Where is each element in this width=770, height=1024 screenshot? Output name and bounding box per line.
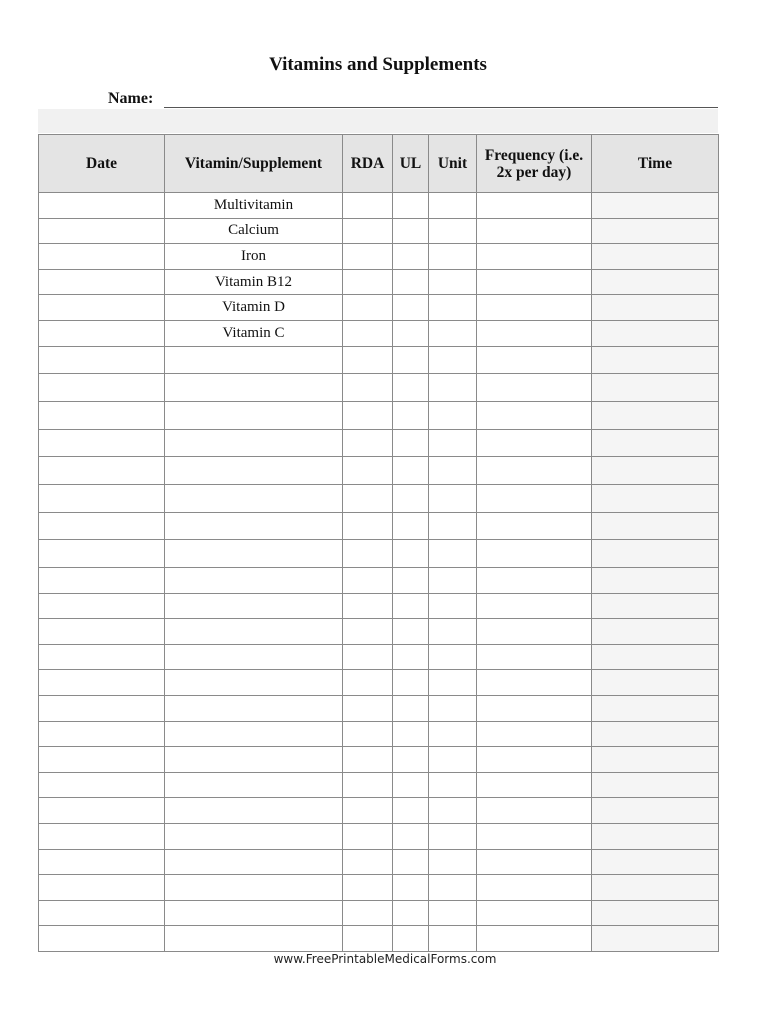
cell-rda[interactable] bbox=[343, 670, 393, 696]
table-row bbox=[39, 346, 719, 374]
table-body bbox=[39, 193, 719, 952]
cell-date[interactable] bbox=[39, 824, 165, 850]
cell-ul[interactable] bbox=[393, 619, 429, 645]
header-date: Date bbox=[39, 135, 165, 193]
cell-time[interactable] bbox=[592, 644, 719, 670]
table-row bbox=[39, 798, 719, 824]
cell-vitamin[interactable]: Vitamin C bbox=[165, 320, 343, 346]
cell-ul[interactable] bbox=[393, 218, 429, 244]
cell-date[interactable] bbox=[39, 593, 165, 619]
cell-ul[interactable] bbox=[393, 772, 429, 798]
cell-vitamin[interactable]: Calcium bbox=[165, 218, 343, 244]
cell-frequency[interactable] bbox=[477, 644, 592, 670]
header-band bbox=[38, 109, 718, 133]
cell-unit[interactable] bbox=[429, 644, 477, 670]
cell-unit[interactable] bbox=[429, 593, 477, 619]
table-row bbox=[39, 374, 719, 402]
page-title: Vitamins and Supplements bbox=[269, 54, 487, 75]
header-rda: RDA bbox=[343, 135, 393, 193]
cell-time[interactable] bbox=[592, 568, 719, 594]
table-row bbox=[39, 721, 719, 747]
cell-frequency[interactable] bbox=[477, 926, 592, 952]
cell-unit[interactable] bbox=[429, 875, 477, 901]
table-row bbox=[39, 429, 719, 457]
cell-rda[interactable] bbox=[343, 593, 393, 619]
cell-frequency[interactable] bbox=[477, 320, 592, 346]
table-row bbox=[39, 193, 719, 219]
table-row bbox=[39, 295, 719, 321]
cell-unit[interactable] bbox=[429, 540, 477, 568]
cell-frequency[interactable] bbox=[477, 457, 592, 485]
table-row bbox=[39, 875, 719, 901]
cell-date[interactable] bbox=[39, 540, 165, 568]
cell-rda[interactable] bbox=[343, 772, 393, 798]
cell-vitamin[interactable] bbox=[165, 429, 343, 457]
cell-date[interactable] bbox=[39, 485, 165, 513]
cell-unit[interactable] bbox=[429, 295, 477, 321]
cell-vitamin[interactable] bbox=[165, 875, 343, 901]
cell-time[interactable] bbox=[592, 485, 719, 513]
cell-frequency[interactable] bbox=[477, 849, 592, 875]
header-unit: Unit bbox=[429, 135, 477, 193]
table-row bbox=[39, 540, 719, 568]
cell-time[interactable] bbox=[592, 429, 719, 457]
cell-date[interactable] bbox=[39, 696, 165, 722]
cell-time[interactable] bbox=[592, 670, 719, 696]
cell-ul[interactable] bbox=[393, 429, 429, 457]
cell-vitamin[interactable] bbox=[165, 824, 343, 850]
table-row bbox=[39, 644, 719, 670]
cell-unit[interactable] bbox=[429, 568, 477, 594]
cell-vitamin[interactable] bbox=[165, 900, 343, 926]
cell-frequency[interactable] bbox=[477, 824, 592, 850]
cell-ul[interactable] bbox=[393, 670, 429, 696]
cell-vitamin[interactable] bbox=[165, 798, 343, 824]
cell-rda[interactable] bbox=[343, 540, 393, 568]
table-row bbox=[39, 269, 719, 295]
cell-date[interactable] bbox=[39, 295, 165, 321]
cell-rda[interactable] bbox=[343, 244, 393, 270]
cell-ul[interactable] bbox=[393, 875, 429, 901]
cell-ul[interactable] bbox=[393, 193, 429, 219]
cell-date[interactable] bbox=[39, 374, 165, 402]
cell-date[interactable] bbox=[39, 457, 165, 485]
cell-time[interactable] bbox=[592, 593, 719, 619]
cell-time[interactable] bbox=[592, 295, 719, 321]
name-field[interactable] bbox=[164, 107, 718, 108]
table-row bbox=[39, 457, 719, 485]
cell-rda[interactable] bbox=[343, 644, 393, 670]
cell-time[interactable] bbox=[592, 401, 719, 429]
cell-date[interactable] bbox=[39, 644, 165, 670]
cell-vitamin[interactable]: Vitamin D bbox=[165, 295, 343, 321]
cell-rda[interactable] bbox=[343, 926, 393, 952]
table-row bbox=[39, 401, 719, 429]
cell-ul[interactable] bbox=[393, 747, 429, 773]
cell-ul[interactable] bbox=[393, 401, 429, 429]
cell-ul[interactable] bbox=[393, 320, 429, 346]
cell-vitamin[interactable]: Multivitamin bbox=[165, 193, 343, 219]
cell-vitamin[interactable] bbox=[165, 540, 343, 568]
cell-ul[interactable] bbox=[393, 540, 429, 568]
header-time: Time bbox=[592, 135, 719, 193]
table-row bbox=[39, 593, 719, 619]
cell-ul[interactable] bbox=[393, 696, 429, 722]
cell-time[interactable] bbox=[592, 374, 719, 402]
cell-unit[interactable] bbox=[429, 824, 477, 850]
cell-time[interactable] bbox=[592, 346, 719, 374]
cell-rda[interactable] bbox=[343, 218, 393, 244]
cell-unit[interactable] bbox=[429, 619, 477, 645]
cell-frequency[interactable] bbox=[477, 900, 592, 926]
cell-date[interactable] bbox=[39, 875, 165, 901]
cell-rda[interactable] bbox=[343, 346, 393, 374]
cell-unit[interactable] bbox=[429, 696, 477, 722]
cell-ul[interactable] bbox=[393, 346, 429, 374]
cell-rda[interactable] bbox=[343, 798, 393, 824]
table-row bbox=[39, 926, 719, 952]
cell-date[interactable] bbox=[39, 670, 165, 696]
cell-vitamin[interactable]: Iron bbox=[165, 244, 343, 270]
cell-ul[interactable] bbox=[393, 457, 429, 485]
cell-time[interactable] bbox=[592, 218, 719, 244]
cell-rda[interactable] bbox=[343, 485, 393, 513]
cell-vitamin[interactable] bbox=[165, 772, 343, 798]
cell-ul[interactable] bbox=[393, 644, 429, 670]
supplement-log-table bbox=[38, 134, 719, 952]
cell-unit[interactable] bbox=[429, 244, 477, 270]
header-vitamin: Vitamin/Supplement bbox=[165, 135, 343, 193]
cell-time[interactable] bbox=[592, 193, 719, 219]
table-row bbox=[39, 568, 719, 594]
cell-date[interactable] bbox=[39, 244, 165, 270]
cell-vitamin[interactable] bbox=[165, 374, 343, 402]
cell-unit[interactable] bbox=[429, 401, 477, 429]
cell-vitamin[interactable] bbox=[165, 346, 343, 374]
cell-rda[interactable] bbox=[343, 619, 393, 645]
table-row bbox=[39, 849, 719, 875]
table-row bbox=[39, 900, 719, 926]
cell-date[interactable] bbox=[39, 429, 165, 457]
cell-rda[interactable] bbox=[343, 295, 393, 321]
cell-vitamin[interactable] bbox=[165, 568, 343, 594]
cell-vitamin[interactable] bbox=[165, 512, 343, 540]
cell-ul[interactable] bbox=[393, 374, 429, 402]
cell-date[interactable] bbox=[39, 568, 165, 594]
cell-ul[interactable] bbox=[393, 295, 429, 321]
cell-vitamin[interactable] bbox=[165, 593, 343, 619]
cell-time[interactable] bbox=[592, 696, 719, 722]
cell-ul[interactable] bbox=[393, 798, 429, 824]
table-row bbox=[39, 512, 719, 540]
cell-unit[interactable] bbox=[429, 747, 477, 773]
cell-rda[interactable] bbox=[343, 374, 393, 402]
cell-vitamin[interactable] bbox=[165, 721, 343, 747]
cell-frequency[interactable] bbox=[477, 747, 592, 773]
cell-frequency[interactable] bbox=[477, 875, 592, 901]
cell-date[interactable] bbox=[39, 218, 165, 244]
cell-unit[interactable] bbox=[429, 429, 477, 457]
cell-rda[interactable] bbox=[343, 747, 393, 773]
cell-frequency[interactable] bbox=[477, 401, 592, 429]
cell-rda[interactable] bbox=[343, 824, 393, 850]
cell-frequency[interactable] bbox=[477, 193, 592, 219]
header-frequency: Frequency (i.e. 2x per day) bbox=[477, 135, 592, 193]
cell-time[interactable] bbox=[592, 875, 719, 901]
cell-date[interactable] bbox=[39, 269, 165, 295]
cell-time[interactable] bbox=[592, 269, 719, 295]
footer-url: www.FreePrintableMedicalForms.com bbox=[273, 952, 497, 966]
cell-time[interactable] bbox=[592, 798, 719, 824]
cell-date[interactable] bbox=[39, 772, 165, 798]
cell-frequency[interactable] bbox=[477, 540, 592, 568]
cell-date[interactable] bbox=[39, 320, 165, 346]
name-row bbox=[108, 90, 718, 110]
cell-ul[interactable] bbox=[393, 568, 429, 594]
cell-unit[interactable] bbox=[429, 346, 477, 374]
cell-vitamin[interactable] bbox=[165, 696, 343, 722]
cell-date[interactable] bbox=[39, 926, 165, 952]
cell-rda[interactable] bbox=[343, 849, 393, 875]
cell-date[interactable] bbox=[39, 849, 165, 875]
cell-ul[interactable] bbox=[393, 512, 429, 540]
cell-vitamin[interactable] bbox=[165, 485, 343, 513]
table-row bbox=[39, 772, 719, 798]
cell-frequency[interactable] bbox=[477, 429, 592, 457]
cell-time[interactable] bbox=[592, 540, 719, 568]
cell-frequency[interactable] bbox=[477, 670, 592, 696]
table-header-row bbox=[39, 135, 719, 193]
name-label: Name: bbox=[108, 90, 154, 107]
cell-frequency[interactable] bbox=[477, 619, 592, 645]
cell-unit[interactable] bbox=[429, 670, 477, 696]
table-row bbox=[39, 218, 719, 244]
cell-ul[interactable] bbox=[393, 721, 429, 747]
cell-unit[interactable] bbox=[429, 721, 477, 747]
table-row bbox=[39, 824, 719, 850]
cell-unit[interactable] bbox=[429, 485, 477, 513]
cell-rda[interactable] bbox=[343, 512, 393, 540]
cell-vitamin[interactable] bbox=[165, 747, 343, 773]
cell-vitamin[interactable] bbox=[165, 670, 343, 696]
cell-rda[interactable] bbox=[343, 721, 393, 747]
cell-date[interactable] bbox=[39, 747, 165, 773]
cell-vitamin[interactable] bbox=[165, 619, 343, 645]
cell-frequency[interactable] bbox=[477, 593, 592, 619]
cell-date[interactable] bbox=[39, 798, 165, 824]
cell-time[interactable] bbox=[592, 244, 719, 270]
cell-unit[interactable] bbox=[429, 926, 477, 952]
cell-rda[interactable] bbox=[343, 457, 393, 485]
cell-vitamin[interactable] bbox=[165, 644, 343, 670]
cell-rda[interactable] bbox=[343, 900, 393, 926]
cell-rda[interactable] bbox=[343, 568, 393, 594]
cell-time[interactable] bbox=[592, 457, 719, 485]
cell-frequency[interactable] bbox=[477, 798, 592, 824]
table-row bbox=[39, 670, 719, 696]
cell-unit[interactable] bbox=[429, 218, 477, 244]
cell-rda[interactable] bbox=[343, 696, 393, 722]
cell-unit[interactable] bbox=[429, 374, 477, 402]
cell-frequency[interactable] bbox=[477, 269, 592, 295]
cell-frequency[interactable] bbox=[477, 568, 592, 594]
cell-unit[interactable] bbox=[429, 900, 477, 926]
cell-unit[interactable] bbox=[429, 798, 477, 824]
cell-rda[interactable] bbox=[343, 429, 393, 457]
cell-vitamin[interactable] bbox=[165, 926, 343, 952]
cell-frequency[interactable] bbox=[477, 346, 592, 374]
table-row bbox=[39, 696, 719, 722]
cell-time[interactable] bbox=[592, 849, 719, 875]
cell-unit[interactable] bbox=[429, 269, 477, 295]
cell-time[interactable] bbox=[592, 824, 719, 850]
cell-time[interactable] bbox=[592, 926, 719, 952]
cell-time[interactable] bbox=[592, 512, 719, 540]
cell-frequency[interactable] bbox=[477, 485, 592, 513]
cell-frequency[interactable] bbox=[477, 512, 592, 540]
cell-rda[interactable] bbox=[343, 320, 393, 346]
cell-ul[interactable] bbox=[393, 824, 429, 850]
cell-rda[interactable] bbox=[343, 401, 393, 429]
cell-vitamin[interactable]: Vitamin B12 bbox=[165, 269, 343, 295]
cell-time[interactable] bbox=[592, 619, 719, 645]
cell-unit[interactable] bbox=[429, 849, 477, 875]
cell-frequency[interactable] bbox=[477, 772, 592, 798]
cell-unit[interactable] bbox=[429, 320, 477, 346]
cell-frequency[interactable] bbox=[477, 374, 592, 402]
cell-rda[interactable] bbox=[343, 193, 393, 219]
cell-time[interactable] bbox=[592, 772, 719, 798]
cell-date[interactable] bbox=[39, 900, 165, 926]
cell-unit[interactable] bbox=[429, 457, 477, 485]
cell-unit[interactable] bbox=[429, 772, 477, 798]
table-row bbox=[39, 619, 719, 645]
cell-date[interactable] bbox=[39, 193, 165, 219]
table-row bbox=[39, 485, 719, 513]
cell-frequency[interactable] bbox=[477, 721, 592, 747]
cell-vitamin[interactable] bbox=[165, 457, 343, 485]
cell-time[interactable] bbox=[592, 900, 719, 926]
cell-ul[interactable] bbox=[393, 269, 429, 295]
cell-date[interactable] bbox=[39, 401, 165, 429]
cell-date[interactable] bbox=[39, 346, 165, 374]
cell-rda[interactable] bbox=[343, 875, 393, 901]
cell-ul[interactable] bbox=[393, 926, 429, 952]
cell-vitamin[interactable] bbox=[165, 401, 343, 429]
cell-ul[interactable] bbox=[393, 244, 429, 270]
cell-time[interactable] bbox=[592, 320, 719, 346]
cell-vitamin[interactable] bbox=[165, 849, 343, 875]
cell-time[interactable] bbox=[592, 747, 719, 773]
header-ul: UL bbox=[393, 135, 429, 193]
cell-date[interactable] bbox=[39, 619, 165, 645]
cell-unit[interactable] bbox=[429, 512, 477, 540]
cell-ul[interactable] bbox=[393, 485, 429, 513]
cell-date[interactable] bbox=[39, 512, 165, 540]
table-row bbox=[39, 244, 719, 270]
cell-frequency[interactable] bbox=[477, 295, 592, 321]
cell-ul[interactable] bbox=[393, 849, 429, 875]
table-row bbox=[39, 320, 719, 346]
cell-time[interactable] bbox=[592, 721, 719, 747]
cell-frequency[interactable] bbox=[477, 244, 592, 270]
cell-frequency[interactable] bbox=[477, 696, 592, 722]
cell-unit[interactable] bbox=[429, 193, 477, 219]
cell-rda[interactable] bbox=[343, 269, 393, 295]
cell-date[interactable] bbox=[39, 721, 165, 747]
cell-ul[interactable] bbox=[393, 593, 429, 619]
cell-frequency[interactable] bbox=[477, 218, 592, 244]
table-row bbox=[39, 747, 719, 773]
cell-ul[interactable] bbox=[393, 900, 429, 926]
